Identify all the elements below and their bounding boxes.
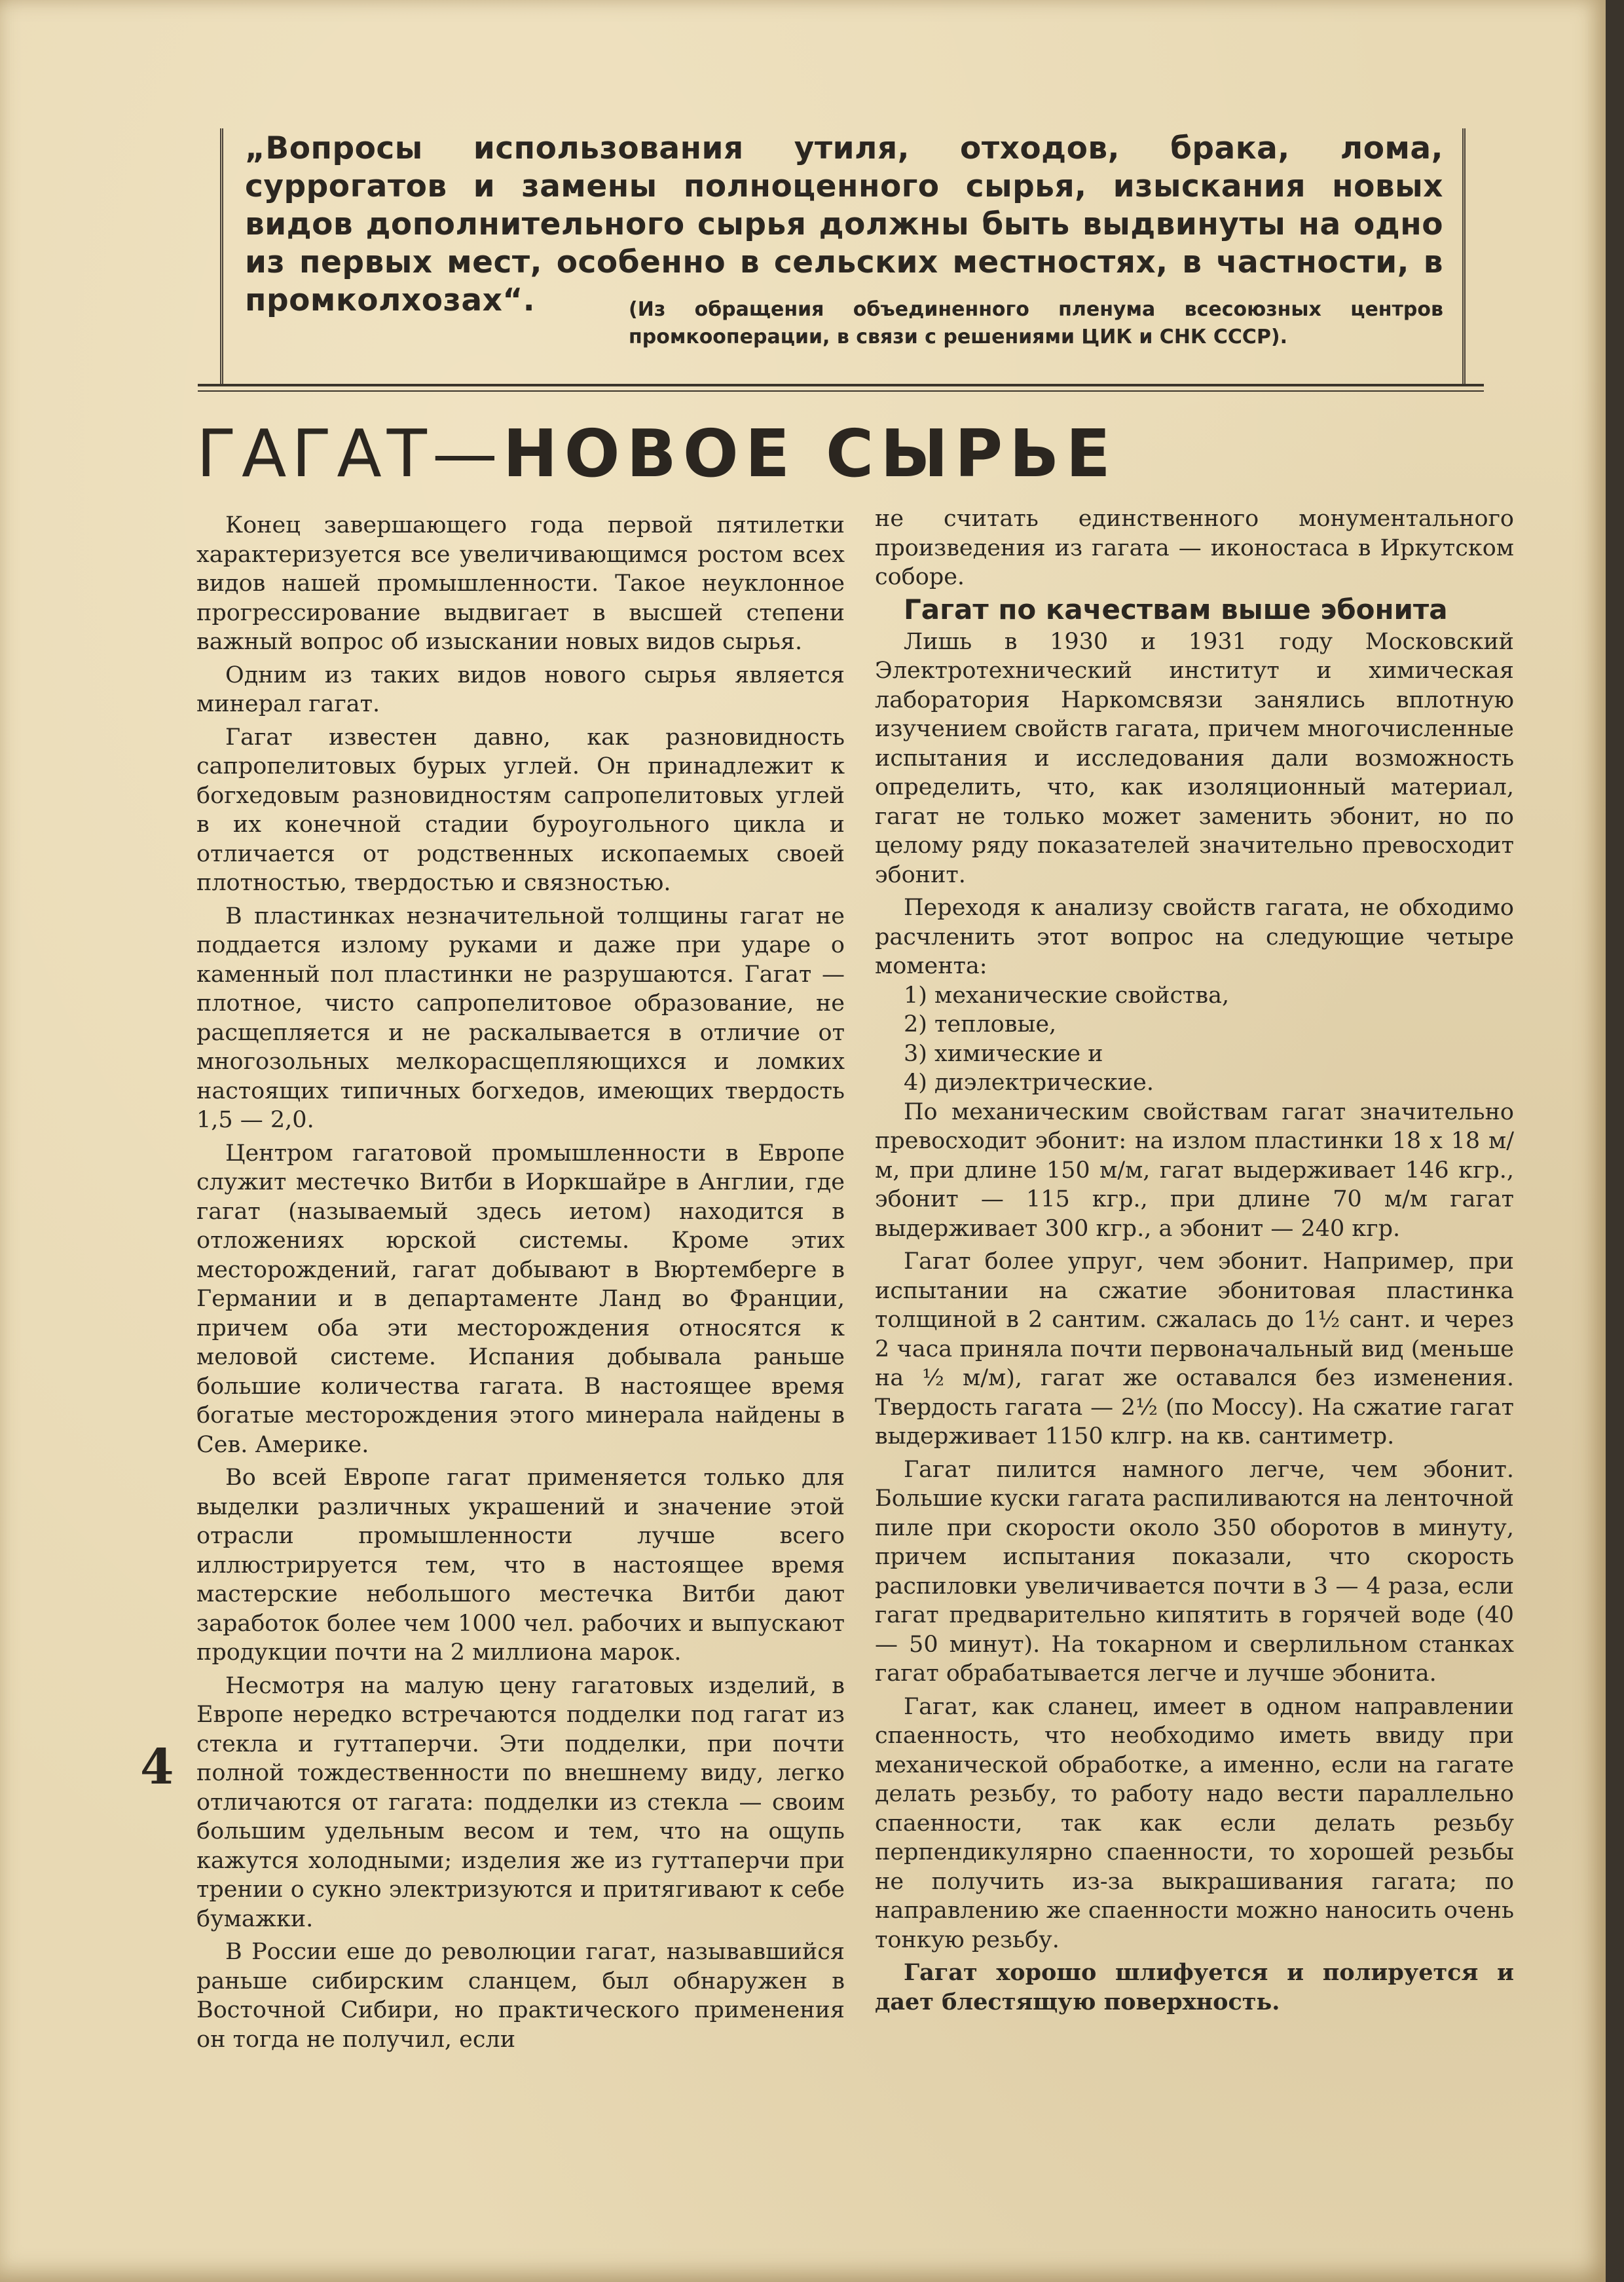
paragraph: Центром гагатовой промышленности в Европе служит местечко Витби в Иоркшайре в Англии, где гагат (называемый здесь иетом) находится в отложениях юрской системы. Кроме этих месторождений, гагат добывают в Вюртемберге в Германии и в департаменте Ланд во Франции, причем оба эти месторождения относятся к меловой системе. Испания добывала раньше большие количества гагата. В настоящее время богатые месторождения этого минерала найдены в Сев. Америке. [196,1140,845,1458]
paragraph: Гагат известен давно, как разновидность сапропелитовых бурых углей. Он принадлежит к богхедовым разновидностям сапропелитовых углей в их конечной стадии буроугольного цикла и отличается от родственных ископаемых своей плотностью, твердостью и связностью. [196,724,845,896]
left-column [196,511,845,2054]
list-item: 3) химические и [904,1040,1103,1067]
paragraph: Конец завершающего года первой пятилетки характеризуется все увеличивающимся ростом всех видов нашей промышленности. Такое неуклонное прогрессирование выдвигает в высшей степени важный вопрос об изыскании новых видов сырья. [196,512,845,655]
paragraph: Гагат более упруг, чем эбонит. Например, при испытании на сжатие эбонитовая пластинка толщиной в 2 сантим. сжалась до 1½ сант. и через 2 часа приняла почти первоначальный вид (меньше на ½ м/м), гагат же оставался без изменения. Твердость гагата — 2½ (по Моссу). На сжатие гагат выдерживает 1150 клгр. на кв. сантиметр. [875,1248,1514,1450]
paragraph: В России еше до революции гагат, называвшийся раньше сибирским сланцем, был обнаружен в Восточной Сибири, но практического применения он тогда не получил, если [196,1939,845,2053]
paragraph: Гагат, как сланец, имеет в одном направлении спаенность, что необходимо иметь ввиду при механической обработке, а именно, если на гагате делать резьбу, то работу надо вести параллельно спаенности, так как если делать резьбу перпендикулярно спаенности, то хорошей резьбы не получить из-за выкрашивания гагата; по направлению же спаенности можно наносить очень тонкую резьбу. [875,1693,1514,1953]
right-column [875,504,1514,2017]
list-item: 2) тепловые, [904,1011,1057,1038]
paragraph: не считать единственного монументального произведения из гагата — иконостаса в Иркутском соборе. [875,506,1514,590]
paragraph: Несмотря на малую цену гагатовых изделий, в Европе нередко встречаются подделки под гагат из стекла и гуттаперчи. Эти подделки, при почти полной тождественности по внешнему виду, легко отличаются от гагата: подделки из стекла — своим большим удельным весом и тем, что на ощупь кажутся холодными; изделия же из гуттаперчи при трении о сукно электризуются и притягивают к себе бумажки. [196,1672,845,1932]
paragraph: Гагат хорошо шлифуется и полируется и дает блестящую поверхность. [875,1959,1514,2015]
epigraph-source: (Из обращения объединенного пленума всесоюзных центров промкооперации, в связи с решениями ЦИК и СНК СССР). [629,298,1443,348]
paragraph: Переходя к анализу свойств гагата, не обходимо расчленить этот вопрос на следующие четыре момента: [875,895,1514,979]
paragraph: Во всей Европе гагат применяется только для выделки различных украшений и значение этой отрасли промышленности лучше всего иллюстрируется тем, что в настоящее время мастерские небольшого местечка Витби дают заработок более чем 1000 чел. рабочих и выпускают продукции почти на 2 миллиона марок. [196,1465,845,1666]
divider-rule [198,384,1484,386]
section-subheading: Гагат по качествам выше эбонита [904,593,1448,626]
headline-part-1: ГАГАТ— [196,415,503,492]
article-headline [196,411,1441,496]
paragraph: Одним из таких видов нового сырья является минерал гагат. [196,662,845,717]
headline-part-2: НОВОЕ СЫРЬЕ [502,415,1117,492]
epigraph-quote: „Вопросы использования утиля, отходов, брака, лома, суррогатов и замены полноценного сырья, изыскания новых видов дополнительного сырья должны быть выдвинуты на одно из первых мест, особенно в сельских местностях, в частности, в промколхозах“. [245,130,1443,318]
list-item: 1) механические свойства, [904,982,1230,1009]
binding-edge [1606,0,1624,2282]
list-item: 4) диэлектрические. [904,1070,1154,1096]
divider-rule-thin [198,390,1484,392]
paragraph: По механическим свойствам гагат значительно превосходит эбонит: на излом пластинки 18 х 18 м/м, при длине 150 м/м, гагат выдерживает 146 кгр., эбонит — 115 кгр., при длине 70 м/м гагат выдерживает 300 кгр., а эбонит — 240 кгр. [875,1098,1514,1242]
page-number: 4 [140,1739,174,1795]
paragraph: Гагат пилится намного легче, чем эбонит. Большие куски гагата распиливаются на ленточной пиле при скорости около 350 оборотов в минуту, причем испытания показали, что скорость распиловки увеличивается почти в 3 — 4 раза, если гагат предварительно кипятить в горячей воде (40 — 50 минут). На токарном и сверлильном станках гагат обрабатывается легче и лучше эбонита. [875,1456,1514,1687]
paragraph: В пластинках незначительной толщины гагат не поддается излому руками и даже при ударе о каменный пол пластинки не разрушаются. Гагат — плотное, чисто сапропелитовое образование, не расщепляется и не раскалывается в отличие от многозольных мелкорасщепляющихся и ломких настоящих типичных богхедов, имеющих твердость 1,5 — 2,0. [196,903,845,1133]
paragraph: Лишь в 1930 и 1931 году Московский Электротехнический институт и химическая лаборатория Наркомсвязи занялись вплотную изучением свойств гагата, причем многочисленные испытания и исследования дали возможность определить, что, как изоляционный материал, гагат не только может заменить эбонит, но по целому ряду показателей значительно превосходит эбонит. [875,628,1514,888]
